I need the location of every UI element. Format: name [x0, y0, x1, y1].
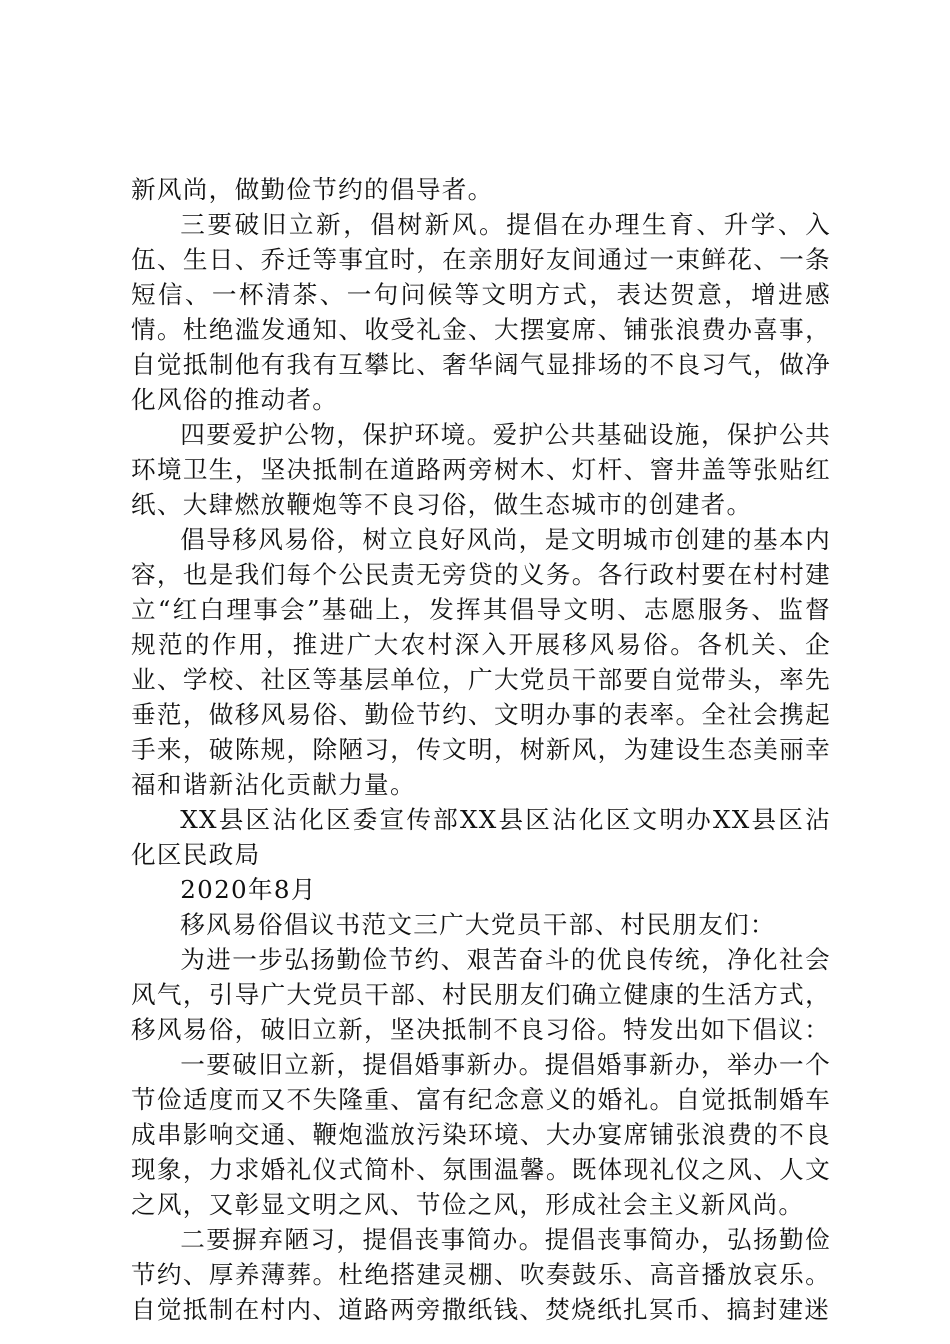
document-body — [131, 172, 831, 1327]
paragraph-item-three: 三要破旧立新，倡树新风。提倡在办理生育、升学、入伍、生日、乔迁等事宜时，在亲朋好友间通过一束鲜花、一条短信、一杯清茶、一句问候等文明方式，表达贺意，增进感情。杜绝滥发通知、收受礼金、大摆宴席、铺张浪费办喜事，自觉抵制他有我有互攀比、奢华阔气显排场的不良习气，做净化风俗的推动者。 — [131, 210, 831, 414]
paragraph-item-one: 一要破旧立新，提倡婚事新办。提倡婚事新办，举办一个节俭适度而又不失隆重、富有纪念意义的婚礼。自觉抵制婚车成串影响交通、鞭炮滥放污染环境、大办宴席铺张浪费的不良现象，力求婚礼仪式简朴、氛围温馨。既体现礼仪之风、人文之风，又彰显文明之风、节俭之风，形成社会主义新风尚。 — [131, 1050, 831, 1219]
paragraph-intro: 为进一步弘扬勤俭节约、艰苦奋斗的优良传统，净化社会风气，引导广大党员干部、村民朋友们确立健康的生活方式，移风易俗，破旧立新，坚决抵制不良习俗。特发出如下倡议： — [131, 945, 831, 1044]
signature-organizations: XX县区沾化区委宣传部XX县区沾化区文明办XX县区沾化区民政局 — [131, 805, 831, 869]
paragraph-item-two: 二要摒弃陋习，提倡丧事简办。提倡丧事简办，弘扬勤俭节约、厚养薄葬。杜绝搭建灵棚、吹奏鼓乐、高音播放哀乐。自觉抵制在村内、道路两旁撒纸钱、焚烧纸扎冥币、搞封建迷 — [131, 1225, 831, 1324]
paragraph-continuation: 新风尚，做勤俭节约的倡导者。 — [131, 175, 494, 204]
paragraph-item-four: 四要爱护公物，保护环境。爱护公共基础设施，保护公共环境卫生，坚决抵制在道路两旁树木、灯杆、窨井盖等张贴红纸、大肆燃放鞭炮等不良习俗，做生态城市的创建者。 — [131, 420, 831, 519]
section-heading-sample-three: 移风易俗倡议书范文三广大党员干部、村民朋友们： — [180, 910, 776, 939]
paragraph-conclusion: 倡导移风易俗，树立良好风尚，是文明城市创建的基本内容，也是我们每个公民责无旁贷的义务。各行政村要在村村建立“红白理事会”基础上，发挥其倡导文明、志愿服务、监督规范的作用，推进广大农村深入开展移风易俗。各机关、企业、学校、社区等基层单位，广大党员干部要自觉带头，率先垂范，做移风易俗、勤俭节约、文明办事的表率。全社会携起手来，破陈规，除陋习，传文明，树新风，为建设生态美丽幸福和谐新沾化贡献力量。 — [131, 525, 831, 799]
signature-date: 2020年8月 — [180, 875, 317, 904]
